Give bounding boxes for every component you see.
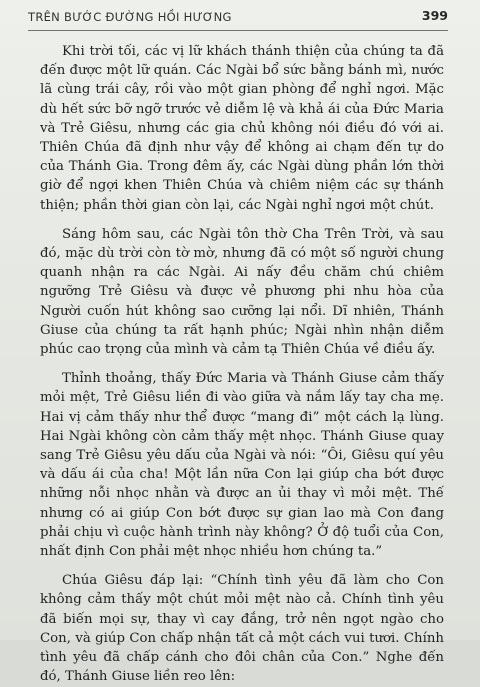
paragraph: Khi trời tối, các vị lữ khách thánh thiện của chúng ta đã đến được một lữ quán. Các Ngài bổ sức bằng bánh mì, nước lã cùng trái cây, rồi vào một gian phòng để nghỉ ngơi. Mặc dù hết sức bỡ ngỡ trước vẻ diễm lệ và khả ái của Đức Maria và Trẻ Giêsu, nhưng các gia chủ không nói điều đó với ai. Thiên Chúa đã định như vậy để không ai chạm đến tự do của Thánh Gia. Trong đêm ấy, các Ngài dùng phần lớn thời giờ để ngợi khen Thiên Chúa và chiêm niệm các sự thánh thiện; phần thời gian còn lại, các Ngài nghỉ ngơi một chút. (40, 44, 444, 213)
body-text (40, 42, 444, 687)
running-title: TRÊN BƯỚC ĐƯỜNG HỒI HƯƠNG (28, 10, 232, 24)
paragraph: Sáng hôm sau, các Ngài tôn thờ Cha Trên Trời, và sau đó, mặc dù trời còn tờ mờ, nhưng đã có một số người chung quanh nhận ra các Ngài. Ai nấy đều chăm chú chiêm ngưỡng Trẻ Giêsu và được vẻ phương phi nhu hòa của Người cuốn hút không sao cưỡng lại nổi. Dĩ nhiên, Thánh Giuse của chúng ta rất hạnh phúc; Ngài nhìn nhận diễm phúc cao trọng của mình và cảm tạ Thiên Chúa về điều ấy. (40, 226, 444, 358)
paragraph: Chúa Giêsu đáp lại: “Chính tình yêu đã làm cho Con không cảm thấy một chút mỏi mệt nào cả. Chính tình yêu đã biến mọi sự, thay vì cay đắng, trở nên ngọt ngào cho Con, và giúp Con chấp nhận tất cả một cách vui tươi. Chính tình yêu đã chấp cánh cho đôi chân của Con.” Nghe đến đó, Thánh Giuse liền reo lên: (40, 573, 444, 685)
paragraph: Thỉnh thoảng, thấy Đức Maria và Thánh Giuse cảm thấy mỏi mệt, Trẻ Giêsu liền đi vào giữa và nắm lấy tay cha mẹ. Hai vị cảm thấy như thể được “mang đi” một cách lạ lùng. Hai Ngài không còn cảm thấy mệt nhọc. Thánh Giuse quay sang Trẻ Giêsu yêu dấu của Ngài và nói: “Ôi, Giêsu quí yêu và dấu ái của cha! Một lần nữa Con lại giúp cha bớt được những nỗi nhọc nhằn và được an ủi thay vì mỏi mệt. Thế nhưng có ai giúp Con bớt được sự gian lao mà Con đang phải chịu vì cuộc hành trình này không? Ở độ tuổi của Con, nhất định Con phải mệt nhọc nhiều hơn chúng ta.” (40, 371, 444, 560)
page-header (28, 8, 448, 31)
page-number: 399 (421, 8, 448, 23)
